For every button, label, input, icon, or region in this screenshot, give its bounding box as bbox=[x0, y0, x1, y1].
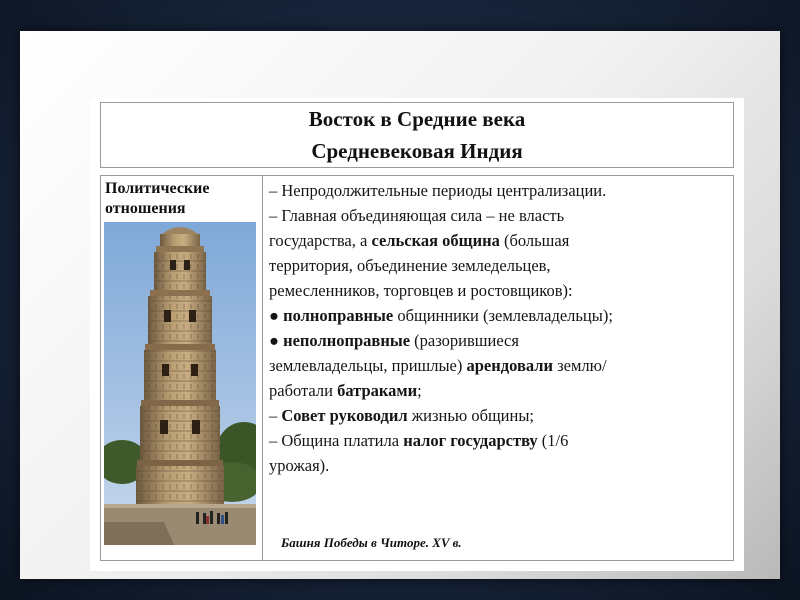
bold-text-segment: полноправные bbox=[283, 306, 394, 325]
text-segment: жизнью общины; bbox=[407, 406, 535, 425]
text-segment: – Непродолжительные периоды централизации. bbox=[269, 181, 607, 200]
bold-text-segment: арендовали bbox=[466, 356, 554, 375]
table-body bbox=[100, 175, 734, 561]
text-segment: – bbox=[269, 406, 282, 425]
text-segment: государства, а bbox=[269, 231, 372, 250]
bold-text-segment: сельская община bbox=[371, 231, 500, 250]
text-line bbox=[269, 228, 744, 253]
text-line bbox=[269, 253, 744, 278]
bold-text-segment: руководил bbox=[329, 406, 408, 425]
text-segment: урожая). bbox=[269, 456, 330, 475]
right-column-text bbox=[269, 178, 744, 478]
victory-tower-image bbox=[104, 222, 256, 545]
text-segment: (разорившиеся bbox=[410, 331, 519, 350]
text-segment: (большая bbox=[499, 231, 570, 250]
text-segment: ремесленников, торговцев и ростовщиков): bbox=[269, 281, 573, 300]
text-segment: землю/ bbox=[553, 356, 607, 375]
bold-text-segment: налог государству bbox=[403, 431, 538, 450]
text-line bbox=[269, 453, 744, 478]
slide-title: Восток в Средние века bbox=[100, 102, 734, 137]
text-line bbox=[269, 328, 744, 353]
photo-caption: Башня Победы в Читоре. XV в. bbox=[281, 535, 462, 550]
text-segment: общинники (землевладельцы); bbox=[393, 306, 613, 325]
left-label-line1: Политические bbox=[105, 180, 210, 197]
text-line bbox=[269, 378, 744, 403]
text-line bbox=[269, 353, 744, 378]
text-segment: ● bbox=[269, 331, 284, 350]
slide-subtitle: Средневековая Индия bbox=[100, 135, 734, 168]
text-line bbox=[269, 178, 744, 203]
bold-text-segment: батраками bbox=[337, 381, 418, 400]
text-segment: – Община платила bbox=[269, 431, 404, 450]
text-line bbox=[269, 303, 744, 328]
bold-text-segment: Совет bbox=[281, 406, 326, 425]
bold-text-segment: неполноправные bbox=[283, 331, 411, 350]
text-segment: территория, объединение земледельцев, bbox=[269, 256, 551, 275]
column-divider bbox=[262, 176, 263, 560]
text-line bbox=[269, 403, 744, 428]
tower-photo bbox=[104, 222, 256, 545]
left-column-label bbox=[105, 179, 261, 219]
text-segment: ; bbox=[417, 381, 422, 400]
text-segment: ● bbox=[269, 306, 284, 325]
left-label-line2: отношения bbox=[105, 200, 186, 217]
text-segment: землевладельцы, пришлые) bbox=[269, 356, 467, 375]
text-line bbox=[269, 203, 744, 228]
text-line bbox=[269, 428, 744, 453]
slide-frame bbox=[20, 31, 780, 579]
text-line bbox=[269, 278, 744, 303]
text-segment: работали bbox=[269, 381, 338, 400]
text-segment: (1/6 bbox=[537, 431, 569, 450]
slide-content bbox=[90, 98, 744, 571]
text-segment: – Главная объединяющая сила – не власть bbox=[269, 206, 565, 225]
